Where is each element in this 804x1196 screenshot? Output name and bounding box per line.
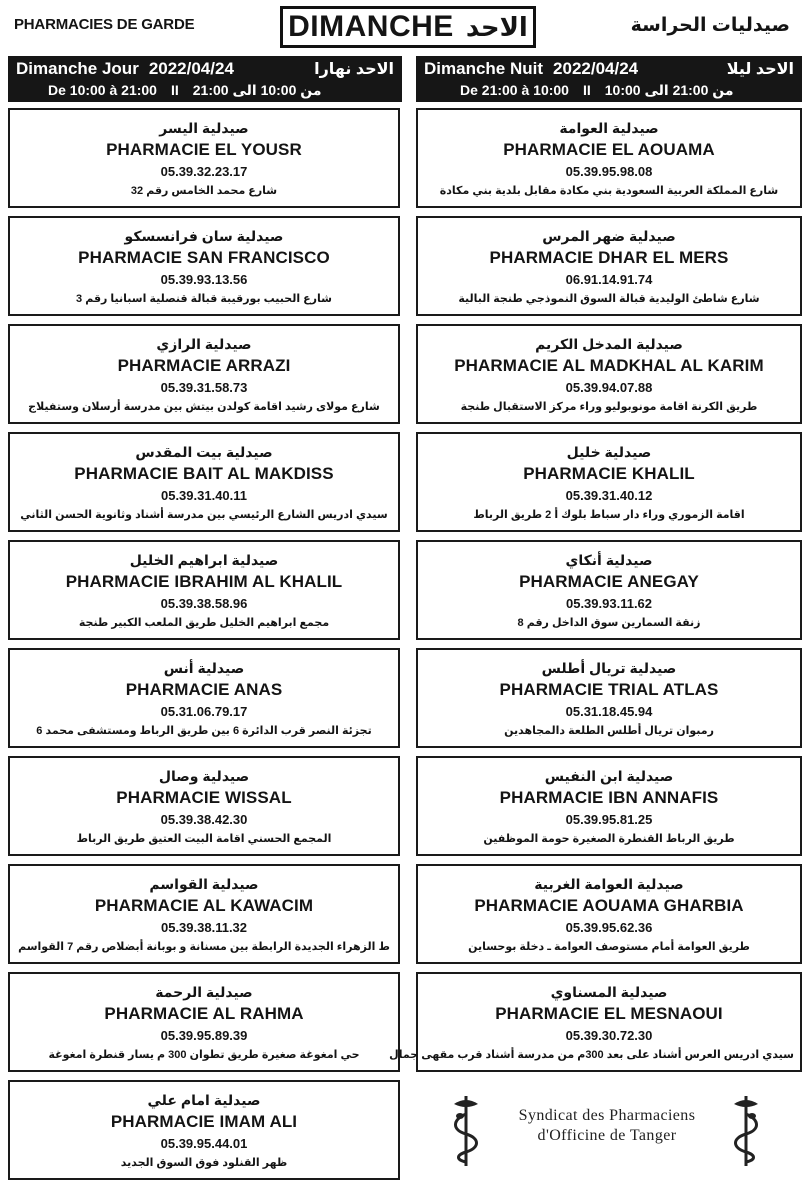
pharmacy-card <box>416 540 802 640</box>
pharmacy-address: طريق الكرنة اقامة مونوبوليو وراء مركز الاستقبال طنجة <box>460 401 758 413</box>
pharmacy-address: شارع الحبيب بورقيبة قبالة قنصلية اسبانيا رقم 3 <box>76 293 332 305</box>
pharmacy-address: المجمع الحسني اقامة البيت العتيق طريق الرباط <box>76 833 332 845</box>
caduceus-icon <box>446 1090 486 1170</box>
pharmacy-name-ar: صيدلية اليسر <box>159 120 249 136</box>
day-column-hours <box>48 82 322 99</box>
pharmacy-name-fr: PHARMACIE AL KAWACIM <box>94 896 314 915</box>
day-hours-ar: من 10:00 الى 21:00 <box>192 82 322 98</box>
pharmacy-card <box>8 864 400 964</box>
pharmacy-name-fr: PHARMACIE AOUAMA GHARBIA <box>474 896 744 915</box>
pharmacy-address: شارع مولاى رشيد اقامة كولدن بيتش بين مدرسة أرسلان وستفيلاج <box>28 401 380 413</box>
pharmacy-name-ar: صيدلية الرحمة <box>155 984 253 1000</box>
night-column-title <box>424 59 638 79</box>
pharmacy-name-ar: صيدلية ابراهيم الخليل <box>129 552 279 568</box>
pharmacy-phone: 06.91.14.91.74 <box>565 272 653 287</box>
pharmacy-name-ar: صيدلية سان فرانسسكو <box>124 228 284 244</box>
pharmacy-name-fr: PHARMACIE EL AOUAMA <box>503 140 715 159</box>
pharmacy-name-fr: PHARMACIE SAN FRANCISCO <box>78 248 330 267</box>
pharmacy-name-ar: صيدلية أنكاي <box>565 552 653 568</box>
day-column-title <box>16 59 234 79</box>
pharmacy-name-fr: PHARMACIE IBN ANNAFIS <box>499 788 719 807</box>
pharmacy-address: شارع محمد الخامس رقم 32 <box>130 185 278 197</box>
day-column-title-text: Dimanche Jour <box>16 59 139 78</box>
pharmacy-address: شارع شاطئ الوليدية قبالة السوق النموذجي طنجة البالية <box>458 293 760 305</box>
pharmacy-card <box>416 864 802 964</box>
pharmacy-name-ar: صيدلية المدخل الكريم <box>535 336 683 352</box>
pharmacy-name-ar: صيدلية العوامة الغربية <box>534 876 684 892</box>
pharmacy-card <box>416 648 802 748</box>
pharmacy-name-fr: PHARMACIE EL MESNAOUI <box>495 1004 723 1023</box>
pharmacy-name-ar: صيدلية وصال <box>158 768 250 784</box>
pharmacy-phone: 05.39.93.11.62 <box>565 596 653 611</box>
pharmacy-phone: 05.39.32.23.17 <box>160 164 248 179</box>
pharmacy-address: طريق الرباط القنطرة الصغيرة حومة الموظفين <box>483 833 735 845</box>
pharmacy-phone: 05.39.31.40.12 <box>565 488 653 503</box>
pharmacy-phone: 05.39.38.11.32 <box>160 920 248 935</box>
pharmacy-card <box>8 756 400 856</box>
pharmacy-name-ar: صيدلية المسناوي <box>550 984 668 1000</box>
pharmacy-phone: 05.39.94.07.88 <box>565 380 653 395</box>
pharmacy-name-fr: PHARMACIE DHAR EL MERS <box>489 248 729 267</box>
day-column-date: 2022/04/24 <box>148 59 234 78</box>
pharmacy-address: سيدي ادريس الشارع الرئيسي بين مدرسة أشناد وثانوية الحسن الثاني <box>20 509 388 521</box>
pharmacy-phone: 05.39.95.89.39 <box>160 1028 248 1043</box>
pharmacies-garde-label-ar: صيدليات الحراسة <box>630 15 790 36</box>
pharmacy-phone: 05.39.30.72.30 <box>565 1028 653 1043</box>
pharmacy-card <box>8 324 400 424</box>
pharmacy-address: طريق العوامة أمام مستوصف العوامة ـ دخلة بوحساين <box>468 941 750 953</box>
pharmacy-name-ar: صيدلية الرازي <box>156 336 252 352</box>
pharmacy-name-ar: صيدلية تريال أطلس <box>541 660 677 676</box>
night-column-title-text: Dimanche Nuit <box>424 59 544 78</box>
pharmacy-address: شارع المملكة العربية السعودية بني مكادة مقابل بلدية بني مكادة <box>439 185 779 197</box>
day-title-ar: الاحد <box>465 11 528 42</box>
caduceus-icon <box>726 1090 766 1170</box>
day-hours-separator: II <box>170 82 179 98</box>
title-bar <box>4 4 800 48</box>
pharmacy-name-fr: PHARMACIE AL MADKHAL AL KARIM <box>454 356 764 375</box>
pharmacy-card <box>8 648 400 748</box>
pharmacy-address: تجزئة النصر قرب الدائرة 6 بين طريق الرباط ومستشفى محمد 6 <box>36 725 372 737</box>
pharmacy-phone: 05.39.95.44.01 <box>160 1136 248 1151</box>
pharmacy-phone: 05.39.38.58.96 <box>160 596 248 611</box>
pharmacy-name-ar: صيدلية ضهر المرس <box>542 228 676 244</box>
night-column-hours <box>460 82 734 99</box>
pharmacy-address: اقامة الزموري وراء دار سباط بلوك أ 2 طريق الرباط <box>473 509 745 521</box>
night-column-header <box>416 56 802 102</box>
pharmacy-name-fr: PHARMACIE ARRAZI <box>117 356 291 375</box>
pharmacy-card <box>8 432 400 532</box>
pharmacies-de-garde-label: PHARMACIES DE GARDE <box>14 16 195 33</box>
night-pharmacy-list <box>389 108 802 1180</box>
pharmacy-name-ar: صيدلية خليل <box>566 444 652 460</box>
pharmacy-address: ظهر القنلود فوق السوق الجديد <box>120 1157 288 1169</box>
pharmacy-address: حي امغوغة صغيرة طريق تطوان 300 م يسار قنطرة امغوغة <box>48 1049 360 1061</box>
pharmacy-name-ar: صيدلية بيت المقدس <box>135 444 273 460</box>
night-hours-separator: II <box>582 82 591 98</box>
syndicate-line-1: Syndicat des Pharmaciens <box>518 1107 696 1124</box>
day-pharmacy-list <box>8 108 400 1188</box>
pharmacy-address: رمبوان تريال أطلس الطلعة دالمجاهدين <box>504 725 714 737</box>
pharmacy-phone: 05.39.95.81.25 <box>565 812 653 827</box>
pharmacy-phone: 05.31.18.45.94 <box>565 704 653 719</box>
pharmacy-name-ar: صيدلية العوامة <box>559 120 659 136</box>
pharmacy-name-fr: PHARMACIE ANEGAY <box>519 572 699 591</box>
pharmacy-card <box>8 540 400 640</box>
pharmacy-name-fr: PHARMACIE WISSAL <box>116 788 292 807</box>
day-column-header <box>8 56 402 102</box>
pharmacy-address: سيدي ادريس العرس أشناد على بعد 300م من مدرسة أشناد قرب مقهى جمال <box>389 1049 794 1061</box>
night-hours-ar: من 21:00 الى 10:00 <box>604 82 734 98</box>
pharmacy-name-fr: PHARMACIE AL RAHMA <box>104 1004 304 1023</box>
pharmacy-card <box>8 972 400 1072</box>
pharmacy-name-fr: PHARMACIE IBRAHIM AL KHALIL <box>65 572 343 591</box>
pharmacy-name-fr: PHARMACIE BAIT AL MAKDISS <box>74 464 334 483</box>
day-title-box <box>280 6 536 48</box>
day-title-fr: DIMANCHE <box>288 10 454 43</box>
pharmacy-name-fr: PHARMACIE IMAM ALI <box>110 1112 298 1131</box>
pharmacy-name-fr: PHARMACIE TRIAL ATLAS <box>499 680 719 699</box>
pharmacy-name-ar: صيدلية ابن النفيس <box>544 768 674 784</box>
pharmacy-name-ar: صيدلية امام علي <box>147 1092 261 1108</box>
syndicate-line-2: d'Officine de Tanger <box>537 1127 677 1144</box>
night-hours-fr: De 21:00 à 10:00 <box>460 82 569 98</box>
pharmacy-phone: 05.39.31.40.11 <box>160 488 248 503</box>
night-column-date: 2022/04/24 <box>553 59 639 78</box>
night-column-title-ar: الاحد ليلا <box>726 61 794 78</box>
day-column-title-ar: الاحد نهارا <box>314 61 394 78</box>
pharmacy-card <box>8 1080 400 1180</box>
pharmacy-phone: 05.39.31.58.73 <box>160 380 248 395</box>
pharmacy-card <box>416 108 802 208</box>
pharmacy-name-ar: صيدلية أنس <box>163 660 245 676</box>
pharmacy-name-fr: PHARMACIE EL YOUSR <box>106 140 302 159</box>
pharmacy-card <box>389 972 802 1072</box>
pharmacy-card <box>416 324 802 424</box>
pharmacy-card <box>416 216 802 316</box>
pharmacy-name-fr: PHARMACIE KHALIL <box>523 464 695 483</box>
pharmacy-phone: 05.39.38.42.30 <box>160 812 248 827</box>
pharmacy-address: ط الزهراء الجديدة الرابطة بين مسنانة و بوبانة أبضلاص رقم 7 القواسم <box>18 941 390 953</box>
pharmacy-phone: 05.39.93.13.56 <box>160 272 248 287</box>
pharmacy-card <box>8 108 400 208</box>
pharmacy-name-fr: PHARMACIE ANAS <box>125 680 283 699</box>
pharmacy-card <box>416 432 802 532</box>
pharmacy-phone: 05.39.95.98.08 <box>565 164 653 179</box>
pharmacy-name-ar: صيدلية القواسم <box>149 876 259 892</box>
pharmacy-phone: 05.39.95.62.36 <box>565 920 653 935</box>
pharmacy-address: مجمع ابراهيم الخليل طريق الملعب الكبير طنجة <box>78 617 330 629</box>
day-hours-fr: De 10:00 à 21:00 <box>48 82 157 98</box>
pharmacy-phone: 05.31.06.79.17 <box>160 704 248 719</box>
pharmacy-card <box>8 216 400 316</box>
syndicate-name <box>492 1106 722 1146</box>
pharmacy-card <box>416 756 802 856</box>
syndicate-logo <box>416 1080 802 1180</box>
pharmacy-address: زنقة السمارين سوق الداخل رقم 8 <box>517 617 701 629</box>
